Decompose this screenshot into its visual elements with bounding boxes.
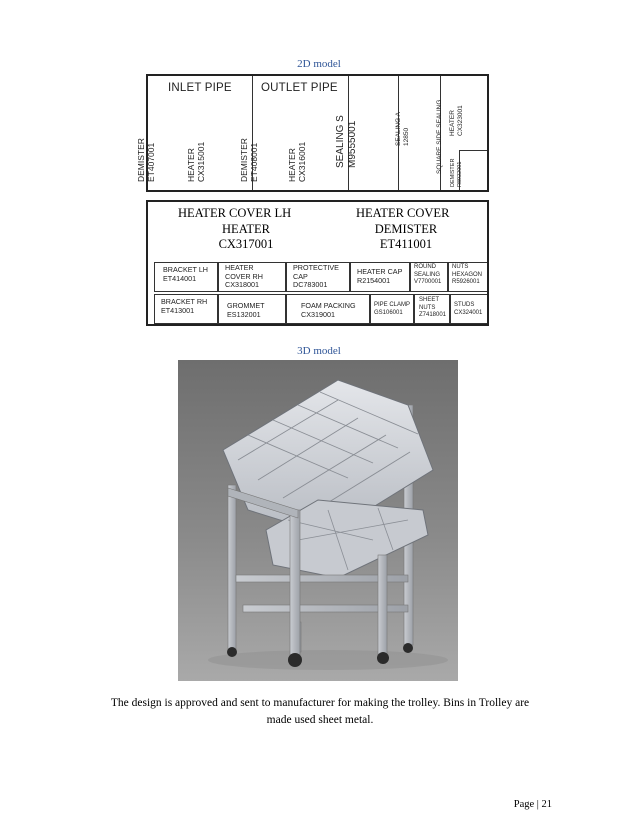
square-side-sealing-section xyxy=(436,76,487,190)
studs-label: STUDS CX324001 xyxy=(454,302,483,316)
heater-right-label: HEATER CX323001 xyxy=(449,105,464,136)
heater-cover-layout xyxy=(146,200,489,326)
sealing-a-label: SEALING A 12850 xyxy=(395,112,410,146)
bracket-lh-cell xyxy=(154,262,218,292)
body-paragraph xyxy=(40,695,600,729)
demister-right-box xyxy=(450,150,487,190)
nuts-hexagon-label: NUTS HEXAGON R5926001 xyxy=(452,264,483,286)
square-side-sealing-label: SQUARE SIDE SEALING xyxy=(436,99,443,174)
demister-label: DEMISTER ET411001 xyxy=(374,222,438,251)
sheet-nuts-cell xyxy=(414,294,450,324)
protective-cap-label: PROTECTIVE CAP DC783001 xyxy=(293,263,339,290)
caption-3d-model: 3D model xyxy=(297,345,341,357)
inlet-pipe-section xyxy=(136,76,253,190)
heater-cover-label: HEATER COVER xyxy=(356,206,450,220)
pipe-clamp-cell xyxy=(370,294,414,324)
foam-packing-cell xyxy=(286,294,370,324)
sheet-nuts-label: SHEET NUTS Z7418001 xyxy=(419,297,447,319)
grommet-cell xyxy=(218,294,286,324)
pipe-clamp-label: PIPE CLAMP GS106001 xyxy=(374,302,411,316)
outlet-pipe-label: OUTLET PIPE xyxy=(261,82,338,94)
body-line-1: The design is approved and sent to manufacturer for making the trolley. Bins in Trolley are xyxy=(110,697,530,709)
heater-cover-lh-label: HEATER COVER LH xyxy=(178,206,292,220)
bracket-rh-label: BRACKET RH ET413001 xyxy=(161,297,208,315)
demister-inlet-label: DEMISTER ET407001 xyxy=(136,138,156,182)
round-sealing-label: ROUND SEALING V7700001 xyxy=(414,264,442,286)
heater-cap-cell xyxy=(350,262,410,292)
trolley-3d-drawing xyxy=(178,360,458,681)
page-number: Page | 21 xyxy=(513,799,552,810)
heater-cap-label: HEATER CAP R2154001 xyxy=(357,267,403,285)
sealing-s-label: SEALING S M9555001 xyxy=(335,115,358,168)
heater-cover-rh-cell xyxy=(218,262,286,292)
trolley-3d-render xyxy=(178,360,458,681)
demister-right-label: DEMISTER R8922001 xyxy=(450,158,463,187)
caption-2d-model: 2D model xyxy=(297,58,341,70)
heater-label: HEATER CX317001 xyxy=(218,222,274,251)
bracket-lh-label: BRACKET LH ET414001 xyxy=(163,265,209,283)
sealing-a-section xyxy=(395,76,441,190)
foam-packing-label: FOAM PACKING CX319001 xyxy=(301,301,356,319)
heater-outlet-label: HEATER CX316001 xyxy=(287,141,307,182)
inlet-outlet-layout xyxy=(136,74,489,192)
round-sealing-cell xyxy=(410,262,448,292)
bracket-rh-cell xyxy=(154,294,218,324)
studs-cell xyxy=(450,294,487,324)
body-line-2: made used sheet metal. xyxy=(266,714,374,726)
grommet-label: GROMMET ES132001 xyxy=(227,301,265,319)
demister-outlet-label: DEMISTER ET408001 xyxy=(239,138,259,182)
heater-cover-rh-label: HEATER COVER RH CX318001 xyxy=(225,263,263,290)
sealing-s-section xyxy=(335,76,399,190)
inlet-pipe-label: INLET PIPE xyxy=(168,82,232,94)
protective-cap-cell xyxy=(286,262,350,292)
heater-inlet-label: HEATER CX315001 xyxy=(186,141,206,182)
nuts-hexagon-cell xyxy=(448,262,487,292)
